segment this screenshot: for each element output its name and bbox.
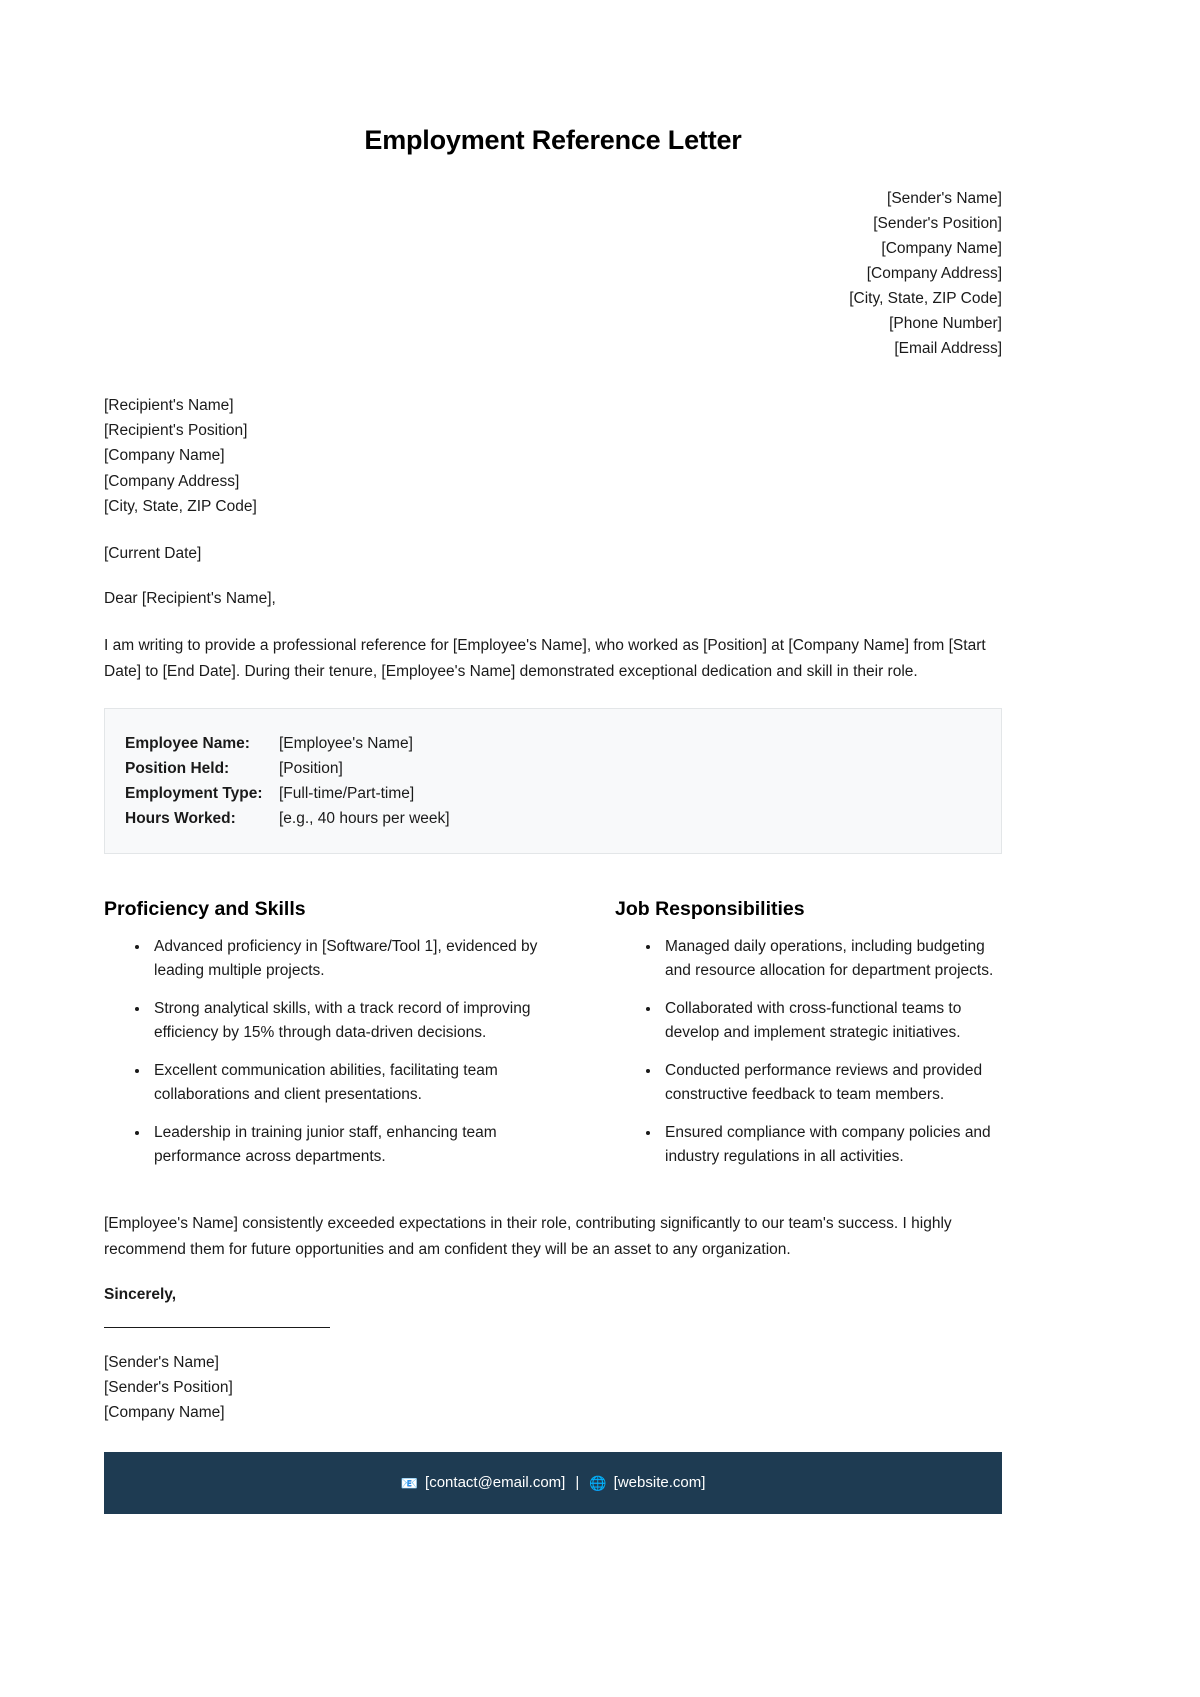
detail-value: [e.g., 40 hours per week] [279,810,450,828]
signature-line [104,1326,330,1328]
section-heading: Proficiency and Skills [104,898,306,921]
signoff-line: [Company Name] [104,1404,225,1422]
sender-line: [Sender's Position] [873,215,1002,232]
list-item: • Collaborated with cross-functional teams to develop and implement strategic initiatives. [661,997,1002,1045]
detail-value: [Full-time/Part-time] [279,785,415,803]
list-item: • Advanced proficiency in [Software/Tool 1], evidenced by leading multiple projects. [150,935,553,983]
closing-paragraph: [Employee's Name] consistently exceeded expectations in their role, contributing significantly to our team's success. I highly recommend them for future opportunities and am confident they will be an asset to any organization. [104,1215,952,1258]
table-row [125,781,979,806]
sender-line: [Sender's Name] [887,190,1002,207]
employee-details-box [104,708,1002,854]
signoff-line: [Sender's Position] [104,1379,233,1397]
recipient-line: [Recipient's Position] [104,422,248,440]
sender-line: [Company Name] [881,240,1002,257]
list-item: • Conducted performance reviews and provided constructive feedback to team members. [661,1059,1002,1107]
list-item: • Leadership in training junior staff, enhancing team performance across departments. [150,1121,553,1169]
proficiency-skills-list [104,935,553,1169]
list-item: • Ensured compliance with company policies and industry regulations in all activities. [661,1121,1002,1169]
letter-body [104,0,1002,1514]
detail-value: [Position] [279,760,343,778]
sender-address-block [104,186,1002,361]
recipient-line: [Company Name] [104,447,225,465]
sender-line: [Company Address] [866,265,1002,282]
detail-label: Employment Type: [125,785,263,803]
footer-contact-bar [104,1452,1002,1514]
job-responsibilities-section [553,898,1002,1169]
detail-label: Position Held: [125,760,230,778]
intro-paragraph: I am writing to provide a professional reference for [Employee's Name], who worked as [Position] at [Company Name] from [Start Date] to [End Date]. During their tenure, [Employee's Name] demonstrated exceptional dedication and skill in their role. [104,637,986,680]
signoff-line: [Sender's Name] [104,1354,219,1372]
list-item: • Excellent communication abilities, facilitating team collaborations and client presentations. [150,1059,553,1107]
footer-email[interactable]: [contact@email.com] [425,1474,566,1492]
table-row [125,756,979,781]
employee-details-table [125,731,979,831]
sender-line: [Phone Number] [889,315,1002,332]
recipient-address-block [104,393,1002,519]
footer-separator: | [575,1474,580,1492]
sender-line: [City, State, ZIP Code] [849,290,1002,307]
recipient-line: [Recipient's Name] [104,397,234,414]
skills-responsibilities-columns [104,898,1002,1169]
globe-icon: 🌐 [589,1474,607,1491]
section-heading: Job Responsibilities [615,898,805,921]
list-item: • Managed daily operations, including budgeting and resource allocation for department projects. [661,935,1002,983]
signoff-block [104,1350,1002,1426]
table-row [125,731,979,756]
current-date: [Current Date] [104,545,202,563]
detail-value: [Employee's Name] [279,735,413,753]
footer-contact-inner [401,1474,706,1491]
table-row [125,806,979,831]
detail-label: Hours Worked: [125,810,236,828]
sender-line: [Email Address] [894,340,1002,357]
sincerely-text: Sincerely, [104,1286,177,1304]
email-icon: 📧 [400,1474,419,1491]
job-responsibilities-list [615,935,1002,1169]
salutation: Dear [Recipient's Name], [104,590,276,608]
footer-website[interactable]: [website.com] [613,1474,706,1492]
detail-label: Employee Name: [125,735,250,753]
proficiency-skills-section [104,898,553,1169]
list-item: • Strong analytical skills, with a track record of improving efficiency by 15% through data-driven decisions. [150,997,553,1045]
recipient-line: [Company Address] [104,472,240,490]
page-title: Employment Reference Letter [364,125,742,155]
recipient-line: [City, State, ZIP Code] [104,497,257,515]
